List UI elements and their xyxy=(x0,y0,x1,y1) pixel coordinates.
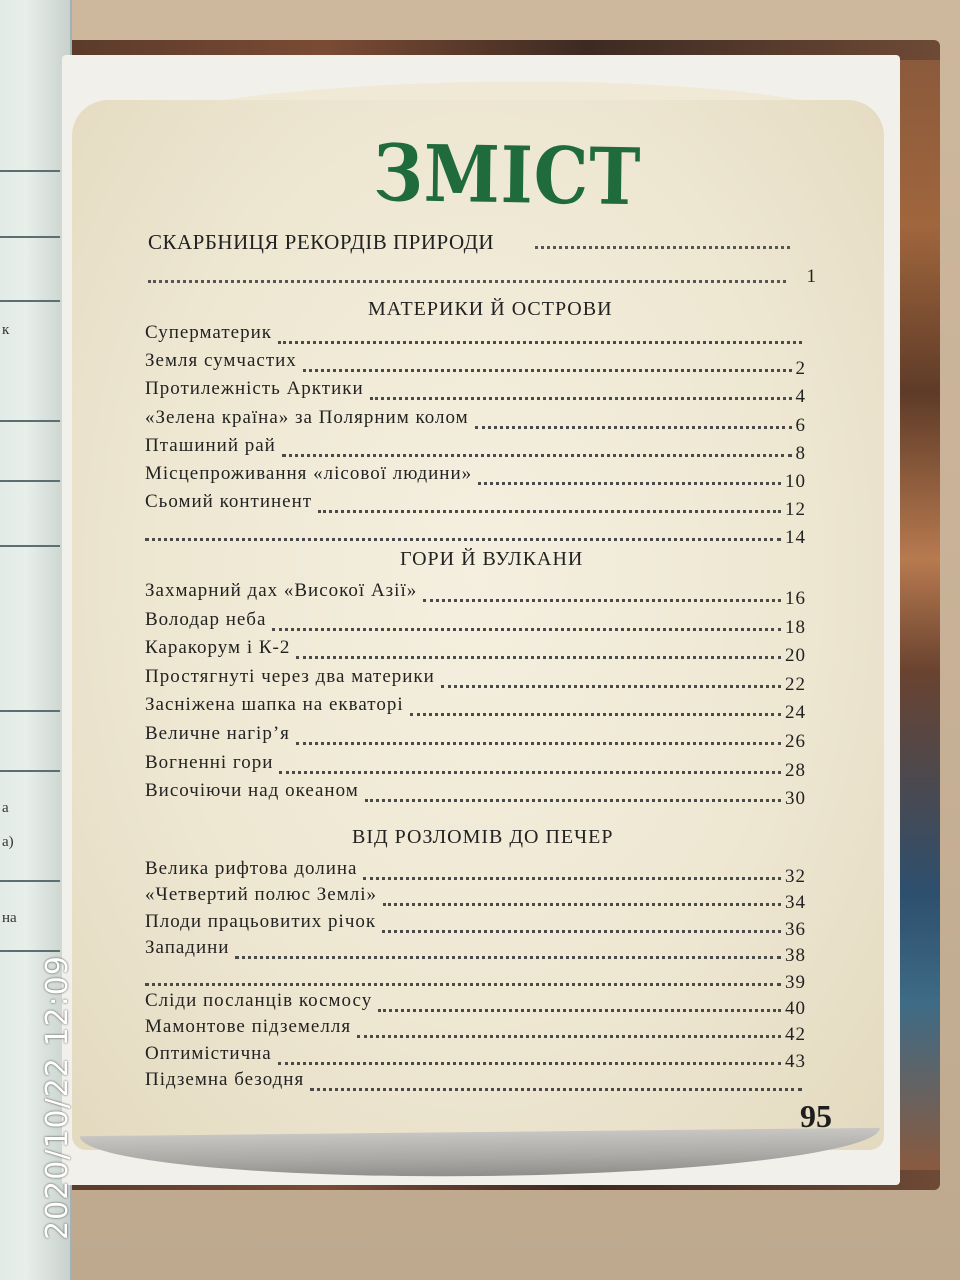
dot-leader xyxy=(272,628,781,631)
toc-entry-label: Простягнуті через два материки xyxy=(145,665,435,687)
toc-entry-page: 34 xyxy=(785,892,806,914)
toc-entry xyxy=(145,964,813,991)
left-page-rule xyxy=(0,770,60,772)
toc-entry-label: Каракорум і К-2 xyxy=(145,637,291,659)
toc-entry-page: 32 xyxy=(785,866,806,887)
toc-entry xyxy=(145,780,813,810)
dot-leader xyxy=(279,771,781,774)
dot-leader xyxy=(478,482,781,485)
toc-entry xyxy=(145,937,813,967)
toc-entry-page: 20 xyxy=(785,645,806,667)
toc-entry xyxy=(145,666,813,693)
toc-entry-label: Величне нагір’я xyxy=(145,723,290,744)
left-page-fragment: а) xyxy=(2,834,14,850)
toc-entry-label: Западини xyxy=(145,937,230,959)
toc-entry xyxy=(145,519,813,549)
dot-leader xyxy=(296,656,781,659)
toc-entry-page: 40 xyxy=(785,998,806,1019)
dot-leader xyxy=(441,685,781,688)
toc-entry-page: 38 xyxy=(785,945,806,967)
toc-entry-label: Сьомий континент xyxy=(145,491,313,513)
toc-entry xyxy=(145,491,813,521)
dot-leader xyxy=(383,903,781,906)
toc-entry xyxy=(145,858,813,885)
dot-leader xyxy=(303,369,792,372)
toc-entry xyxy=(145,884,813,914)
toc-entry-label: Оптимістична xyxy=(145,1042,272,1064)
toc-entry xyxy=(145,378,813,408)
page-title: ЗМІСТ xyxy=(372,128,642,224)
dot-leader xyxy=(378,1009,781,1012)
page-number: 95 xyxy=(800,1098,832,1134)
left-page-rule xyxy=(0,300,60,302)
toc-entry-page: 39 xyxy=(785,971,806,993)
toc-entry-label: Земля сумчастих xyxy=(145,350,297,372)
left-page-rule xyxy=(0,236,60,238)
dot-leader xyxy=(365,799,781,802)
toc-entry-page: 22 xyxy=(785,673,806,695)
dot-leader xyxy=(318,510,781,513)
toc-entry-page: 4 xyxy=(795,386,806,408)
toc-entry-page: 28 xyxy=(785,759,806,781)
intro-entry-line xyxy=(148,266,816,288)
toc-entry-page: 42 xyxy=(785,1024,806,1046)
toc-entry-label: Суперматерик xyxy=(145,322,272,343)
left-page-rule xyxy=(0,710,60,712)
toc-entry xyxy=(145,1016,813,1046)
dot-leader xyxy=(148,280,786,283)
dot-leader xyxy=(475,426,792,429)
left-page-rule xyxy=(0,170,60,172)
left-page-rule xyxy=(0,545,60,547)
toc-entry xyxy=(145,463,813,490)
toc-entry xyxy=(145,723,813,750)
dot-leader xyxy=(410,713,781,716)
toc-entry-label: Плоди працьовитих річок xyxy=(145,910,377,932)
dot-leader xyxy=(357,1035,781,1038)
toc-entry-page: 12 xyxy=(785,499,806,521)
dot-leader xyxy=(235,956,781,959)
toc-entry-label: Засніжена шапка на екваторі xyxy=(145,694,404,716)
intro-entry-label: СКАРБНИЦЯ РЕКОРДІВ ПРИРОДИ xyxy=(148,230,495,254)
toc-entry xyxy=(145,407,813,434)
toc-entry-page: 16 xyxy=(785,588,806,609)
dot-leader xyxy=(423,599,781,602)
toc-entry-page: 30 xyxy=(785,788,806,810)
section-title: ВІД РОЗЛОМІВ ДО ПЕЧЕР xyxy=(352,826,614,848)
toc-entry xyxy=(145,350,813,380)
toc-entry-page: 2 xyxy=(795,358,806,380)
dot-leader xyxy=(145,538,781,541)
dot-leader xyxy=(370,397,792,400)
toc-entry xyxy=(145,435,813,462)
toc-entry-page: 26 xyxy=(785,731,806,752)
toc-entry-label: Мамонтове підземелля xyxy=(145,1016,352,1038)
left-page-rule xyxy=(0,880,60,882)
toc-entry xyxy=(145,1069,813,1096)
toc-entry xyxy=(145,752,813,779)
toc-entry-page: 10 xyxy=(785,471,806,492)
left-page-fragment: к xyxy=(2,322,10,338)
toc-entry-label: «Зелена країна» за Полярним колом xyxy=(145,406,469,428)
left-page-rule xyxy=(0,950,60,952)
section-title: ГОРИ Й ВУЛКАНИ xyxy=(400,548,584,570)
photo-timestamp: 2020/10/22 12:09 xyxy=(40,955,75,1240)
toc-entry-page: 24 xyxy=(785,702,806,724)
toc-entry xyxy=(145,694,813,724)
toc-entry xyxy=(145,322,813,349)
dot-leader xyxy=(282,454,792,457)
dot-leader xyxy=(278,341,802,344)
toc-entry-label: Вогненні гори xyxy=(145,751,274,773)
toc-entry xyxy=(145,911,813,938)
left-page-rule xyxy=(0,420,60,422)
dot-leader xyxy=(310,1088,802,1091)
toc-entry-label: Велика рифтова долина xyxy=(145,858,358,879)
toc-entry-page: 43 xyxy=(785,1050,806,1072)
toc-entry xyxy=(145,1043,813,1070)
toc-entry-label: Захмарний дах «Високої Азії» xyxy=(145,580,418,601)
toc-entry-label: Місцепроживання «лісової людини» xyxy=(145,463,473,484)
toc-entry-page: 6 xyxy=(795,414,806,436)
toc-entry-label: Пташиний рай xyxy=(145,434,276,456)
dot-leader xyxy=(296,742,781,745)
toc-entry xyxy=(145,609,813,636)
toc-entry-label: Підземна безодня xyxy=(145,1069,305,1091)
dot-leader xyxy=(278,1062,781,1065)
toc-entry-label: Сліди посланців космосу xyxy=(145,990,373,1011)
toc-entry-label: Володар неба xyxy=(145,608,267,630)
left-page-fragment: на xyxy=(2,910,17,926)
dot-leader xyxy=(382,930,781,933)
toc-entry-page: 36 xyxy=(785,918,806,940)
toc-entry-page: 8 xyxy=(795,442,806,464)
toc-entry xyxy=(145,990,813,1017)
toc-entry-page: 18 xyxy=(785,616,806,638)
dot-leader xyxy=(535,246,790,249)
section-title: МАТЕРИКИ Й ОСТРОВИ xyxy=(368,298,613,320)
toc-entry-page: 14 xyxy=(785,527,806,549)
toc-entry-label: «Четвертий полюс Землі» xyxy=(145,884,378,906)
toc-entry xyxy=(145,580,813,607)
dot-leader xyxy=(363,877,781,880)
toc-entry-label: Височіючи над океаном xyxy=(145,780,359,802)
dot-leader xyxy=(145,983,781,986)
left-page-fragment: а xyxy=(2,800,9,816)
left-page-rule xyxy=(0,480,60,482)
toc-entry-label: Протилежність Арктики xyxy=(145,378,364,400)
intro-page-number: 1 xyxy=(806,266,816,287)
toc-entry xyxy=(145,637,813,667)
